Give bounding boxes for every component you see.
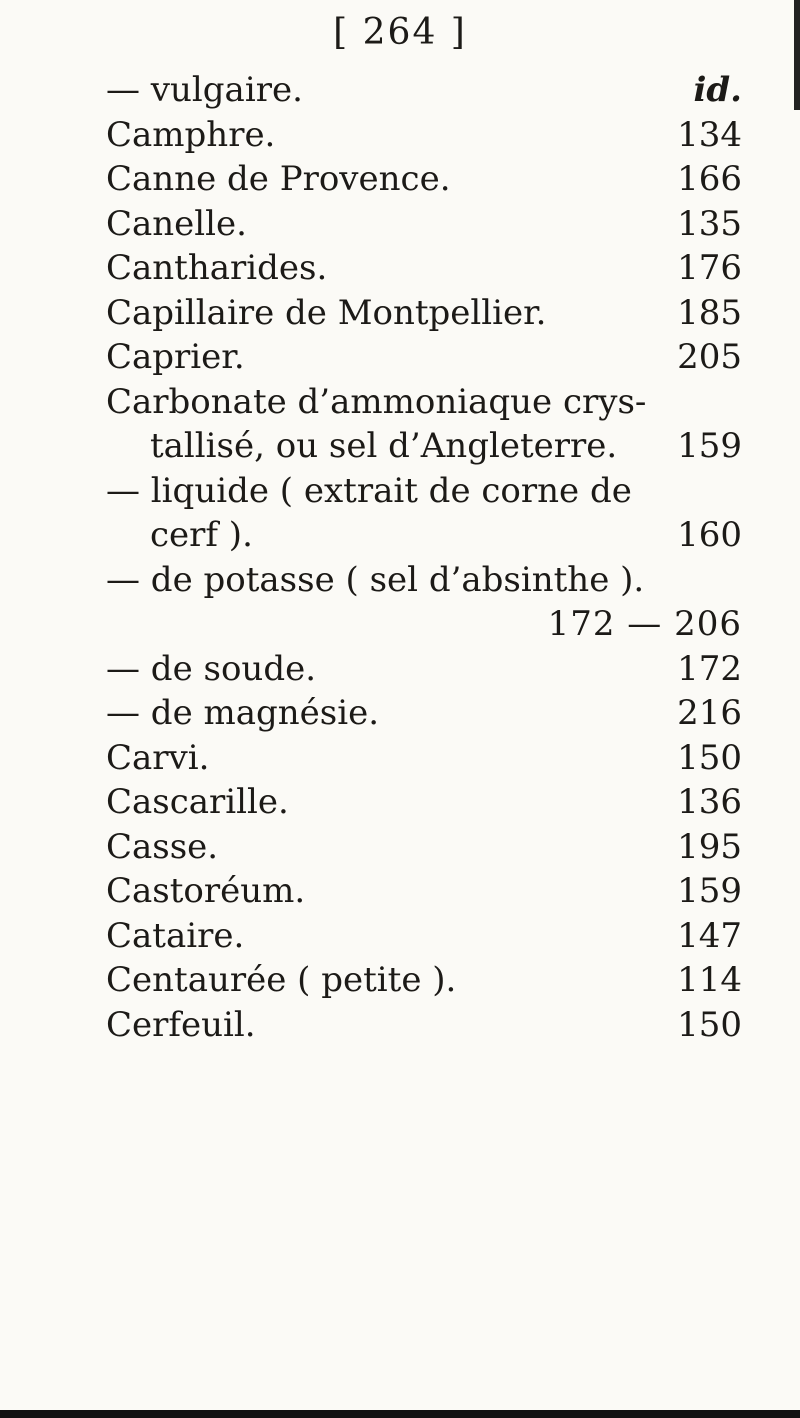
entry-page: 114 <box>677 960 742 1000</box>
entry-page: 166 <box>677 159 742 199</box>
index-entry <box>106 691 742 736</box>
index-entry-continuation <box>106 602 742 647</box>
entry-page: 185 <box>677 292 742 333</box>
entry-page: 195 <box>677 826 742 867</box>
entry-page: 136 <box>677 782 742 822</box>
entry-term: cerf ). <box>150 515 253 555</box>
entry-page: 147 <box>677 915 742 956</box>
entry-term: Canelle. <box>106 203 247 244</box>
entry-term: Capillaire de Montpellier. <box>106 292 547 333</box>
entry-term: Cerfeuil. <box>106 1004 256 1045</box>
entry-page: 160 <box>677 515 742 555</box>
index-entry <box>106 780 742 825</box>
entry-term: Casse. <box>106 826 219 867</box>
index-entry <box>106 113 742 158</box>
entry-page: 159 <box>677 871 742 911</box>
index-entry <box>106 914 742 959</box>
entry-page: 135 <box>677 203 742 244</box>
entry-page-range: 172 — 206 <box>547 604 742 644</box>
entry-term: Canne de Provence. <box>106 159 451 199</box>
entry-term: — de soude. <box>106 648 317 689</box>
index-entry <box>106 68 742 113</box>
entry-term: — liquide ( extrait de corne de <box>106 470 632 511</box>
index-entry <box>106 380 742 425</box>
index-entry <box>106 291 742 336</box>
entry-page: 159 <box>677 426 742 466</box>
index-entry <box>106 958 742 1003</box>
entry-term: Cataire. <box>106 915 245 956</box>
index-entry <box>106 246 742 291</box>
entry-term: Cascarille. <box>106 782 289 822</box>
index-entry <box>106 736 742 781</box>
index-entry <box>106 558 742 603</box>
entry-term: Carvi. <box>106 737 210 778</box>
entry-term: — de magnésie. <box>106 693 380 733</box>
entry-page: id. <box>693 70 742 110</box>
entry-page: 134 <box>677 114 742 155</box>
page-edge-shadow <box>794 0 800 110</box>
entry-term: Castoréum. <box>106 871 306 911</box>
index-entry <box>106 335 742 380</box>
entry-term: — vulgaire. <box>106 70 303 110</box>
entry-term: Caprier. <box>106 337 245 377</box>
index-list <box>106 68 742 1047</box>
index-entry <box>106 869 742 914</box>
entry-page: 150 <box>677 1004 742 1045</box>
entry-page: 176 <box>677 248 742 288</box>
index-entry-continuation <box>106 424 742 469</box>
index-entry <box>106 469 742 514</box>
entry-term: tallisé, ou sel d’Angleterre. <box>150 426 618 466</box>
entry-term: Camphre. <box>106 114 276 155</box>
index-entry <box>106 157 742 202</box>
entry-page: 150 <box>677 737 742 778</box>
entry-term: Cantharides. <box>106 248 328 288</box>
entry-term: Centaurée ( petite ). <box>106 960 457 1000</box>
index-entry <box>106 1003 742 1048</box>
page-number: [ 264 ] <box>333 12 467 53</box>
entry-page: 172 <box>677 648 742 689</box>
index-entry-continuation <box>106 513 742 558</box>
bottom-scan-edge <box>0 1410 800 1418</box>
index-entry <box>106 202 742 247</box>
entry-term: — de potasse ( sel d’absinthe ). <box>106 559 645 600</box>
index-entry <box>106 825 742 870</box>
entry-page: 216 <box>677 693 742 733</box>
entry-term: Carbonate d’ammoniaque crys- <box>106 381 647 422</box>
index-entry <box>106 647 742 692</box>
entry-page: 205 <box>677 337 742 377</box>
